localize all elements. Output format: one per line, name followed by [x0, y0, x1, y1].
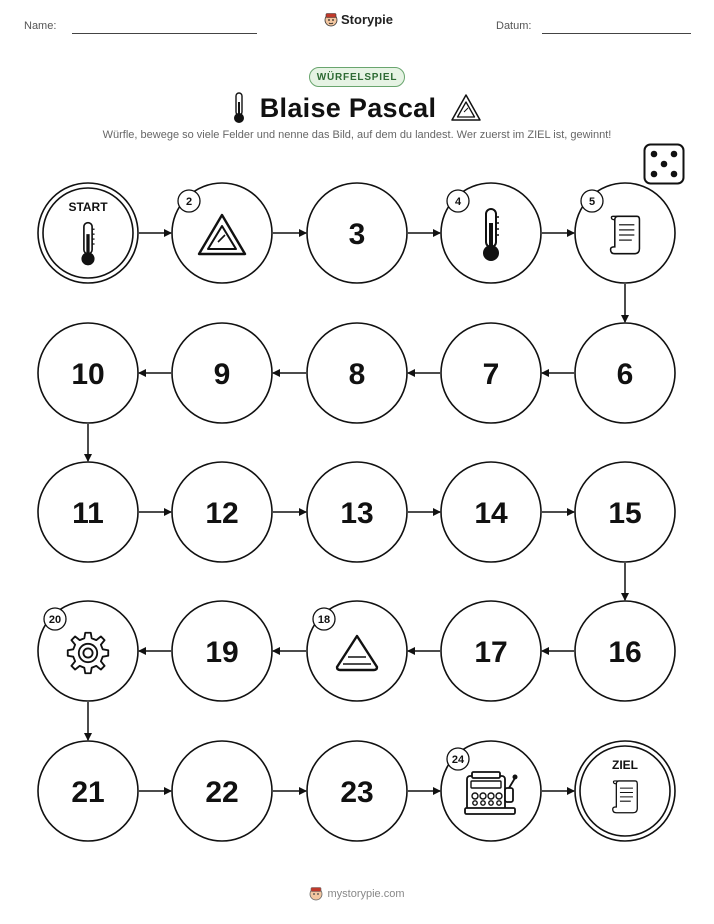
field-number: 19	[205, 636, 239, 669]
board-field-12	[172, 462, 272, 562]
field-number: 21	[71, 776, 105, 809]
board-field-25	[575, 741, 675, 841]
field-number: 22	[205, 776, 239, 809]
board-field-5	[575, 183, 675, 283]
field-number: 15	[608, 497, 642, 530]
board-field-21	[38, 741, 138, 841]
board-field-11	[38, 462, 138, 562]
date-label: Datum:	[496, 20, 532, 32]
start-label: START	[68, 200, 108, 214]
instructions: Würfle, bewege so viele Felder und nenne das Bild, auf dem du landest. Wer zuerst im ZIEL ist, gewinnt!	[102, 129, 612, 141]
board-fields	[38, 183, 675, 841]
board-field-2	[172, 183, 272, 283]
field-number: 12	[205, 497, 239, 530]
field-number: 6	[616, 358, 634, 391]
board-field-18	[307, 601, 407, 701]
board-field-4	[441, 183, 541, 283]
board-field-7	[441, 323, 541, 423]
board-field-17	[441, 601, 541, 701]
thermometer-icon	[81, 223, 94, 266]
board-field-13	[307, 462, 407, 562]
finish-label: ZIEL	[612, 758, 638, 772]
board-field-22	[172, 741, 272, 841]
board-field-3	[307, 183, 407, 283]
footer	[0, 886, 714, 901]
board-field-19	[172, 601, 272, 701]
field-badge-number: 24	[451, 754, 465, 766]
board-field-16	[575, 601, 675, 701]
board-field-6	[575, 323, 675, 423]
board-field-14	[441, 462, 541, 562]
field-number: 14	[474, 497, 508, 530]
thermometer-icon	[483, 209, 499, 261]
field-number: 8	[348, 358, 366, 391]
field-number: 3	[348, 218, 366, 251]
field-number: 13	[340, 497, 374, 530]
board-field-9	[172, 323, 272, 423]
field-number: 9	[213, 358, 231, 391]
board-field-10	[38, 323, 138, 423]
field-number: 11	[72, 497, 104, 530]
field-badge-number: 20	[48, 614, 62, 626]
board-field-20	[38, 601, 138, 701]
footer-url: mystorypie.com	[327, 887, 405, 900]
field-badge-number: 5	[588, 196, 596, 208]
name-label: Name:	[24, 20, 57, 32]
field-badge-number: 2	[185, 196, 193, 208]
field-number: 17	[474, 636, 508, 669]
scroll-icon	[611, 216, 640, 253]
field-number: 23	[340, 776, 374, 809]
field-number: 10	[71, 358, 105, 391]
field-badge-number: 4	[454, 196, 462, 208]
board-field-24	[441, 741, 541, 841]
board-field-23	[307, 741, 407, 841]
field-badge-number: 18	[317, 614, 331, 626]
board-field-8	[307, 323, 407, 423]
board-field-1	[38, 183, 138, 283]
brand-name: Storypie	[341, 12, 394, 27]
field-number: 16	[608, 636, 642, 669]
field-number: 7	[482, 358, 500, 391]
scroll-icon	[613, 781, 638, 813]
game-type-tag: WÜRFELSPIEL	[309, 67, 405, 87]
storypie-mascot-icon	[309, 886, 323, 901]
page-title: Blaise Pascal	[259, 92, 437, 123]
board-field-15	[575, 462, 675, 562]
